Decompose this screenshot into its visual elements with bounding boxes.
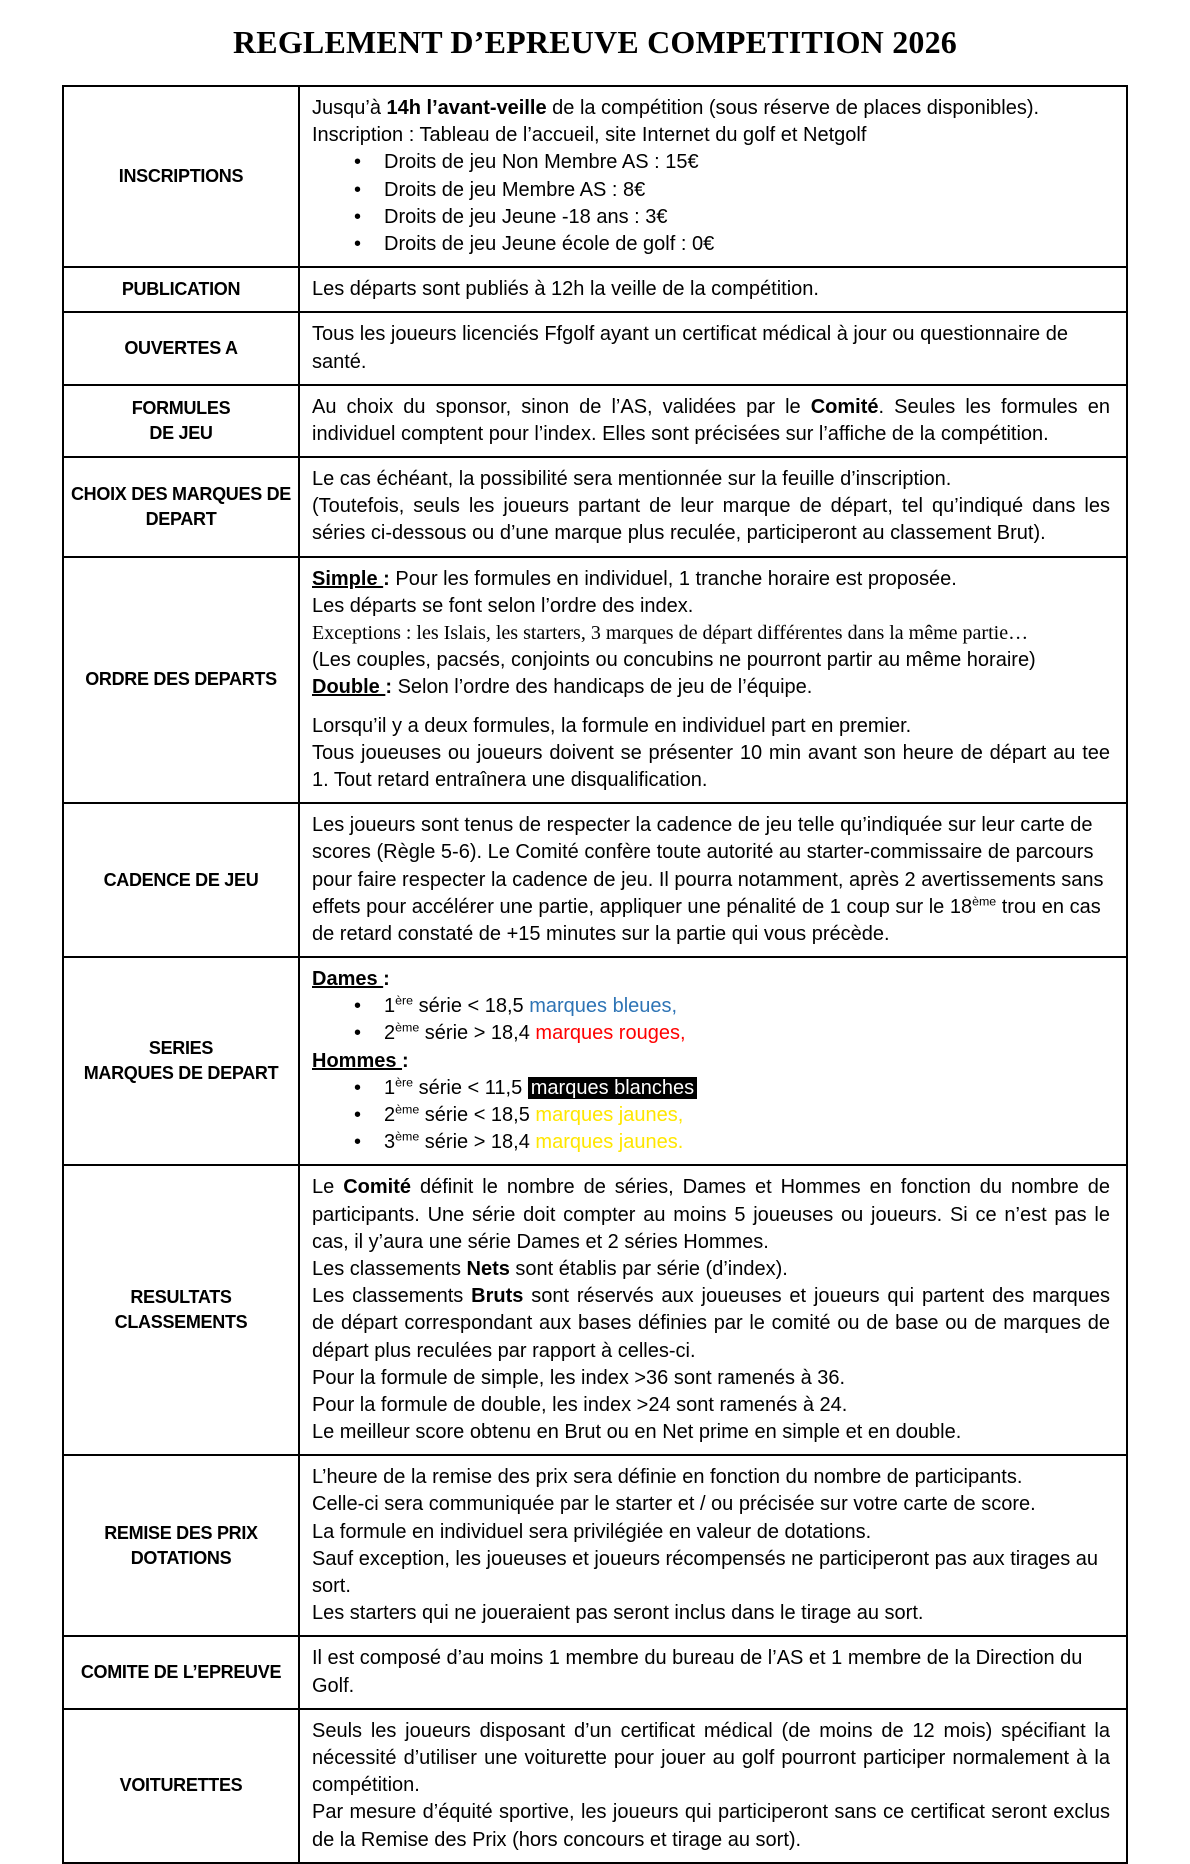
row-label — [64, 87, 300, 266]
row-content — [300, 458, 1126, 556]
row-label — [64, 313, 300, 383]
text-run: Pour la formule de simple, les index >36 sont ramenés à 36. — [312, 1366, 846, 1389]
text-run: Tous joueuses ou joueurs doivent se présenter 10 min avant son heure de départ au tee 1. Tout retard entraînera une disqualification. — [312, 741, 1110, 791]
text-run: 2 — [384, 1022, 396, 1045]
table-row — [64, 804, 1126, 958]
paragraph — [312, 1464, 1110, 1491]
table-row — [64, 958, 1126, 1166]
text-run: de la compétition (sous réserve de places disponibles). — [546, 97, 1040, 119]
row-content — [300, 1637, 1126, 1707]
text-run: marques rouges, — [535, 1022, 686, 1045]
text-run: marques bleues, — [529, 995, 678, 1018]
text-run: : — [402, 1049, 409, 1072]
bullet-item — [312, 1020, 1110, 1047]
text-run: : — [385, 676, 393, 699]
text-run: Nets — [466, 1257, 510, 1280]
text-run: Pour la formule de double, les index >24 sont ramenés à 24. — [312, 1393, 848, 1416]
row-content — [300, 1166, 1126, 1454]
bullet-item — [312, 149, 1110, 176]
bullet-item — [312, 1102, 1110, 1129]
paragraph — [312, 493, 1110, 547]
paragraph — [312, 1491, 1110, 1518]
text-run: Les classements — [312, 1285, 472, 1308]
text-run: Sauf exception, les joueuses et joueurs récompensés ne participeront pas aux tirages au sort. — [312, 1547, 1099, 1597]
text-run: Les joueurs sont tenus de respecter la cadence de jeu telle qu’indiquée sur leur carte de scores (Règle 5-6). Le Comité confère toute autorité au starter-commissaire de parcours pour faire respecter la cadence de jeu. Il pourra notamment, après 2 avertissements sans effets pour accélérer une partie, appliquer une pénalité de 1 coup sur le 18 — [312, 814, 1104, 918]
text-run: 1 — [384, 995, 396, 1018]
text-run: Seuls les joueurs disposant d’un certificat médical (de moins de 12 mois) spécifiant la nécessité d’utiliser une voiturette pour jouer au golf pourront participer normalement à la compétition. — [312, 1719, 1110, 1797]
text-run: Simple — [312, 567, 384, 590]
paragraph — [312, 95, 1110, 122]
bullet-item — [312, 231, 1110, 258]
paragraph — [312, 1048, 1110, 1075]
table-row — [64, 87, 1126, 268]
table-row — [64, 268, 1126, 313]
bullet-item — [312, 1075, 1110, 1102]
row-label-line: CHOIX DES MARQUES DE — [70, 483, 292, 504]
text-run: Le — [312, 1176, 344, 1199]
row-content — [300, 558, 1126, 803]
text-run: série > 18,4 — [419, 1131, 536, 1154]
text-run: Celle-ci sera communiquée par le starter et / ou précisée sur votre carte de score. — [312, 1493, 1036, 1516]
rules-table — [62, 85, 1128, 1864]
paragraph — [312, 1600, 1110, 1627]
highlighted-text: marques blanches — [528, 1077, 697, 1099]
text-run: série < 11,5 — [413, 1076, 528, 1099]
paragraph — [312, 321, 1110, 375]
paragraph — [312, 1519, 1110, 1546]
row-label-line: OUVERTES A — [124, 337, 238, 358]
text-run: sont réservés aux joueuses et joueurs qui partent des marques de départ correspondant aux bases définies par le comité ou de base ou de marques de départ plus reculées par rapport à celles-ci. — [312, 1285, 1111, 1362]
row-content — [300, 1456, 1126, 1635]
text-run: série < 18,5 — [413, 995, 530, 1018]
row-content — [300, 313, 1126, 383]
row-label-line: RESULTATS CLASSEMENTS — [114, 1287, 248, 1333]
text-run: ème — [395, 1129, 420, 1144]
text-run: Les départs se font selon l’ordre des index. — [312, 594, 694, 617]
text-run: : — [383, 968, 390, 991]
text-run: Il est composé d’au moins 1 membre du bureau de l’AS et 1 membre de la Direction du Golf. — [312, 1647, 1083, 1697]
row-label — [64, 1166, 300, 1454]
row-label-line: COMITE DE L’EPREUVE — [80, 1661, 282, 1682]
text-run: (Toutefois, seuls les joueurs partant de leur marque de départ, tel qu’indiqué dans les séries ci-dessous ou d’une marque plus reculée, participeront au classement Brut). — [312, 495, 1110, 545]
table-row — [64, 1166, 1126, 1456]
text-run: Comité — [343, 1176, 412, 1199]
paragraph — [312, 566, 1110, 593]
text-run: marques jaunes, — [535, 1104, 684, 1126]
text-run: Exceptions : les Islais, les starters, 3 marques de départ différentes dans la même partie… — [312, 622, 1029, 644]
row-label — [64, 558, 300, 803]
text-run: Comité — [810, 395, 879, 418]
paragraph — [312, 647, 1110, 674]
text-run: Pour les formules en individuel, 1 tranche horaire est proposée. — [389, 567, 957, 590]
table-row — [64, 1637, 1126, 1709]
text-run: Droits de jeu Non Membre AS : 15€ — [384, 151, 699, 174]
text-run: Lorsqu’il y a deux formules, la formule en individuel part en premier. — [312, 714, 912, 737]
text-run: Inscription : Tableau de l’accueil, site Internet du golf et Netgolf — [312, 124, 867, 147]
text-run: ère — [395, 1075, 414, 1090]
table-row — [64, 1456, 1126, 1637]
paragraph — [312, 122, 1110, 149]
text-run: Par mesure d’équité sportive, les joueurs qui participeront sans ce certificat seront exclus de la Remise des Prix (hors concours et tirage au sort). — [312, 1801, 1110, 1851]
paragraph — [312, 620, 1110, 647]
text-run: Au choix du sponsor, sinon de l’AS, validées par le — [312, 395, 811, 418]
text-run: Dames — [312, 968, 384, 991]
row-label-line: CADENCE DE JEU — [103, 869, 259, 890]
paragraph — [312, 674, 1110, 701]
paragraph — [312, 1799, 1110, 1853]
table-row — [64, 558, 1126, 805]
paragraph — [312, 466, 1110, 493]
row-content — [300, 386, 1126, 456]
table-row — [64, 313, 1126, 385]
paragraph — [312, 1256, 1110, 1283]
text-run: La formule en individuel sera privilégiée en valeur de dotations. — [312, 1520, 872, 1543]
paragraph — [312, 1392, 1110, 1419]
text-run: Droits de jeu Jeune école de golf : 0€ — [384, 232, 715, 255]
bullet-item — [312, 993, 1110, 1020]
row-label — [64, 804, 300, 956]
text-run: Tous les joueurs licenciés Ffgolf ayant un certificat médical à jour ou questionnaire de santé. — [312, 323, 1068, 373]
text-run: (Les couples, pacsés, conjoints ou concubins ne pourront partir au même horaire) — [312, 649, 1036, 672]
row-content — [300, 958, 1126, 1164]
text-run: 2 — [384, 1104, 396, 1126]
text-run: Jusqu’à — [312, 97, 387, 119]
bullet-item — [312, 177, 1110, 204]
row-label-line: REMISE DES PRIX — [104, 1522, 258, 1543]
text-run: Double — [312, 676, 386, 699]
paragraph — [312, 812, 1110, 948]
paragraph — [312, 1419, 1110, 1446]
row-label-line: PUBLICATION — [121, 279, 241, 300]
paragraph — [312, 276, 1110, 303]
text-run: : — [383, 567, 390, 590]
row-label — [64, 1637, 300, 1707]
text-run: ère — [395, 993, 414, 1008]
text-run: Droits de jeu Membre AS : 8€ — [384, 178, 646, 201]
text-run: 14h l’avant-veille — [386, 97, 547, 119]
row-label — [64, 958, 300, 1164]
text-run: Bruts — [471, 1285, 524, 1308]
row-label-line: DEPART — [145, 508, 217, 529]
paragraph — [312, 740, 1110, 794]
text-run: marques jaunes. — [535, 1131, 684, 1154]
row-label — [64, 268, 300, 311]
paragraph — [312, 1718, 1110, 1800]
paragraph — [312, 1546, 1110, 1600]
row-label — [64, 386, 300, 456]
text-run: ème — [972, 894, 997, 909]
text-run: Les départs sont publiés à 12h la veille de la compétition. — [312, 278, 819, 301]
text-run: . Seules les formules en individuel comptent pour l’index. Elles sont précisées sur l’affiche de la compétition. — [312, 395, 1110, 445]
text-run: sont établis par série (d’index). — [509, 1257, 788, 1280]
row-label — [64, 1456, 300, 1635]
row-label-line: FORMULES — [131, 397, 231, 418]
text-run: définit le nombre de séries, Dames et Hommes en fonction du nombre de participants. Une série doit compter au moins 5 joueuses ou joueurs. Si ce n’est pas le cas, il y’aura une série Dames et 2 séries Hommes. — [312, 1176, 1110, 1253]
text-run: série > 18,4 — [419, 1022, 536, 1045]
text-run: 3 — [384, 1131, 396, 1154]
row-label — [64, 1710, 300, 1862]
text-run: Le cas échéant, la possibilité sera mentionnée sur la feuille d’inscription. — [312, 468, 952, 491]
table-row — [64, 1710, 1126, 1862]
text-run: Droits de jeu Jeune -18 ans : 3€ — [384, 205, 668, 228]
row-content — [300, 804, 1126, 956]
paragraph — [312, 1174, 1110, 1256]
row-content — [300, 87, 1126, 266]
text-run: L’heure de la remise des prix sera définie en fonction du nombre de participants. — [312, 1466, 1023, 1489]
row-content — [300, 268, 1126, 311]
table-row — [64, 458, 1126, 558]
text-run: trou en cas de retard constaté de +15 minutes sur la partie qui vous précède. — [312, 895, 1101, 945]
text-run: série < 18,5 — [419, 1104, 536, 1126]
text-run: Les classements — [312, 1257, 467, 1280]
paragraph — [312, 713, 1110, 740]
page-title: REGLEMENT D’EPREUVE COMPETITION 2026 — [232, 24, 957, 60]
paragraph — [312, 1645, 1110, 1699]
row-label-line: DOTATIONS — [130, 1547, 232, 1568]
row-label-line: VOITURETTES — [119, 1775, 243, 1796]
text-run: ème — [395, 1020, 420, 1035]
text-run: 1 — [384, 1076, 396, 1099]
text-run: Selon l’ordre des handicaps de jeu de l’équipe. — [392, 676, 813, 699]
row-label-line: DE JEU — [149, 422, 213, 443]
row-content — [300, 1710, 1126, 1862]
row-label-line: INSCRIPTIONS — [118, 165, 244, 186]
paragraph — [312, 1283, 1110, 1365]
row-label-line: SERIES — [148, 1038, 214, 1059]
text-run: Le meilleur score obtenu en Brut ou en Net prime en simple et en double. — [312, 1421, 962, 1444]
paragraph — [312, 966, 1110, 993]
table-row — [64, 386, 1126, 458]
paragraph — [312, 593, 1110, 620]
bullet-item — [312, 204, 1110, 231]
text-run: Hommes — [312, 1049, 403, 1072]
text-run: Les starters qui ne joueraient pas seront inclus dans le tirage au sort. — [312, 1602, 924, 1625]
paragraph — [312, 1365, 1110, 1392]
bullet-item — [312, 1129, 1110, 1156]
paragraph — [312, 394, 1110, 448]
row-label-line: ORDRE DES DEPARTS — [85, 669, 277, 690]
text-run: ème — [395, 1102, 420, 1117]
row-label — [64, 458, 300, 556]
row-label-line: MARQUES DE DEPART — [83, 1063, 279, 1084]
